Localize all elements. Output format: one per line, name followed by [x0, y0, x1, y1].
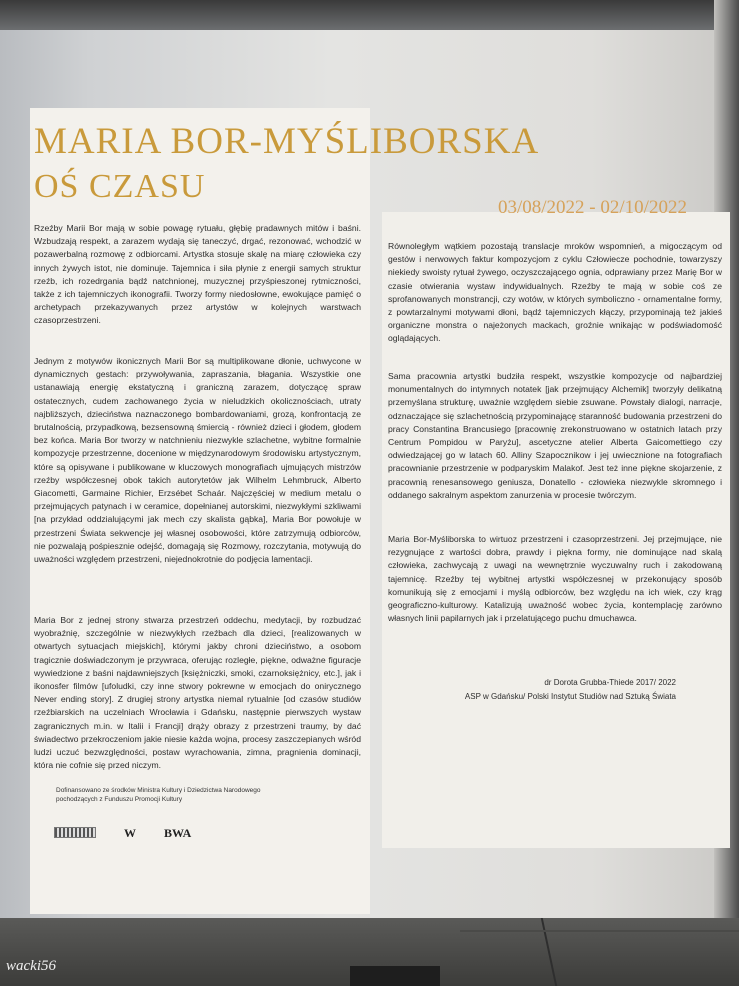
left-paragraph-1: Rzeźby Marii Bor mają w sobie powagę rytuału, głębię pradawnych mitów i baśni. Wzbudzają respekt, a zarazem wydają się taneczyć, drgać, rezonować, wchodzić w pozawerbalną rozmowę z odbiorcami. Artystka stosuje skalę na miarę człowieka czy innych żywych istot, nie dominuje. Tajemnica i siła płynie z energii samych struktur rzeźb, ich rozedrgania bądź natchnionej, muzycznej przyśpieszonej rytmiczności, także z ich tajemniczych ikonografii. Tworzy formy niedosłowne, ewokujące pamięć o archetypach przekazywanych przez artystów w kolejnych warstwach czasoprzestrzeni.: [34, 223, 361, 326]
left-paragraph-3: Maria Bor z jednej strony stwarza przestrzeń oddechu, medytacji, by rozbudzać wyobraźnię, szczególnie w niezwykłych rzeźbach dla dzieci, [realizowanych w otwartych sytuacjach miejskich], którymi jakby chroni dzieciństwo, a osobom tragicznie doświadczonym je przywraca, oferując rozległe, piękne, odważne figuracje wywiedzione z baśni najdawniejszych [księżniczki, smoki, czarnoksiężnicy, etc.], jak i ikonosfer filmów [ufoludki, czy inne stwory pokrewne w emocjach do onirycznego Never ending story]. Z drugiej strony artystka niemal rytualnie [od czasów studiów rzeźbiarskich na uczelniach Wrocławia i Gdańsku, następnie pierwszych wystaw zagranicznych m.in. w Italii i Francji] drąży obrazy z przestrzeni traumy, by dać świadectwo przekroczeniom jakie niesie każda wojna, procesy zaszczepianych wśród ludzi uczuć bezwzględności, postaw wyrachowania, zimna, pragnienia dominacji, która nie cofnie się przed niczym.: [34, 615, 361, 771]
floor-seam-horizontal: [460, 930, 739, 932]
left-paragraph-2: Jednym z motywów ikonicznych Marii Bor są multiplikowane dłonie, uchwycone w dynamicznych gestach: przywoływania, zapraszania, błagania. Wszystkie one ustanawiają energię ekstatyczną i graniczną zarazem, dotyczącę spraw ostatecznych, cudem zachowanego życia w nieludzkich okolicznościach, utraty najbliższych, dzieciństwa naznaczonego bombardowaniami, grozą, konfrontacją ze brutalnością, przypadkową, bezsensowną śmiercią - również dzieci i głodem, głodem bez końca. Maria Bor tworzy w natchnieniu niezwykle szlachetne, wybitne formalnie kompozycje przestrzenne, docenione w międzynarodowym środowisku artystycznym, które są opisywane i publikowane w kluczowych monografiach ujmujących mistrzów rzeźby współczesnej obok takich autorytetów jak Wilhelm Lehmbruck, Alberto Giacometti, Garmaine Richier, Erzsébet Schaár. Najczęściej w medium metalu o przejmujących patynach i w ceramice, dopełnianej autorskimi, niezwykłymi szkliwami [na przykład oddzialującymi jak mech czy skalista gąbka], Maria Bor powołuje w przestrzeni Świata sekwencje jej własnej osobowości, które zatrzymują odbiorców, nie pozwalają pośpiesznie odejść, domagają się Rozmowy, rozczytania, motywują do uważności względem przestrzeni, niejednokrotnie do podjęcia lamentacji.: [34, 356, 361, 565]
ministry-logo: [54, 827, 96, 838]
floor-object: [350, 966, 440, 986]
author-signature: dr Dorota Grubba-Thiede 2017/ 2022: [544, 678, 676, 687]
exhibition-dates: 03/08/2022 - 02/10/2022: [498, 197, 687, 218]
exhibition-title-line2: OŚ CZASU: [34, 168, 206, 205]
bwa-logo: BWA: [164, 826, 192, 840]
right-paragraph-2: Sama pracownia artystki budziła respekt, wszystkie kompozycje od najbardziej monumentalnych do intymnych notatek [jak przejmujący Alchemik] tworzyły delikatną przemyślana strukturę, uważnie względem siebie zsuwane. Powstały dialogi, narracje, odznaczające się szlachetnością przypominającę staranność budowania przestrzeni do pracy Constantina Brancusiego [pracownię zrekonstruowano w ostatnich latach przy Centrum Pompidou w Paryżu], ascetyczne atelier Alberta Gaicomettiego czy odwiedzającej go w latach 60. Alliny Szapocznikow i jej uwiecznione na fotografiach pracownianie przestrzenie w podparyskim Malakof. Jest też inne piękne skojarzenie, z pracownią renesansowego geniusza, Donatello - człowieka niezwykle skromnego i oddanego sakralnym aspektom zanurzenia w procesie twórczym.: [388, 371, 722, 500]
funding-note: Dofinansowano ze środków Ministra Kultury i Dziedzictwa Narodowego pochodzących z Funduszu Promocji Kultury: [56, 787, 261, 803]
author-affiliation: ASP w Gdańsku/ Polski Instytut Studiów nad Sztuką Świata: [464, 692, 676, 701]
right-paragraph-1: Równoległym wątkiem pozostają translacje mroków wspomnień, a migoczącym od gestów i nerwowych faktur kompozycjom z cyklu Człowiecze pochodnie, towarzyszy niekiedy swoisty rytuał żywego, oczyszczającego ognia, odprawiany przez Marię Bor w czasie otwierania wystaw indywidualnych. Rzeźby te mają w sobie coś ze sprofanowanych monstrancji, czy wotów, w których symboliczno - ornamentalne formy, z powtarzalnymi motywami dłoni, bądź tajemniczych kłączy, przypominają też jakieś organiczne monstra o najeżonych mackach, groźnie wnikając w podświadomość oglądających.: [388, 241, 722, 344]
photographer-watermark: wacki56: [6, 958, 56, 974]
right-paragraph-3: Maria Bor-Myśliborska to wirtuoz przestrzeni i czasoprzestrzeni. Jej przejmujące, nie rezygnujące z wartości dobra, prawdy i piękna formy, nie dominujące nad skalą człowieka, zachwycają z uwagi na wewnętrznie wyczuwalny ruch i zakodowaną tajemnicę. Rzeźby tej wybitnej artystki współczesnej w przekonujący sposób komunikują się z emocjami i myślą odbiorców, bez względu na ich wiek, czy krąg geograficzno-kulturowy. Katalizują uważność wobec życia, kontemplację zarówno własnych linii papilarnych jak i przelatującego puchu dmuchawca.: [388, 534, 722, 624]
exhibition-title-line1: MARIA BOR-MYŚLIBORSKA: [34, 121, 540, 162]
w-logo: W: [124, 826, 136, 840]
ceiling-shadow: [0, 0, 739, 30]
sponsor-logos: [54, 822, 191, 842]
